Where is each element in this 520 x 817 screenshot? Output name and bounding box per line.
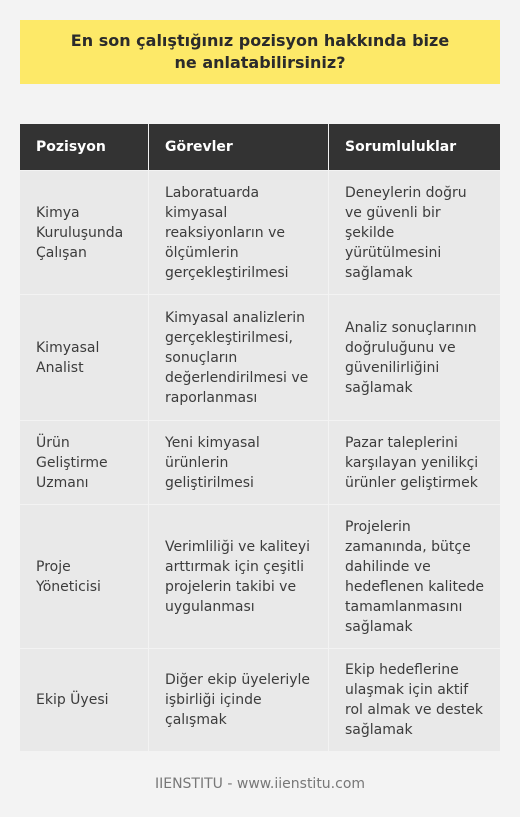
cell-responsibilities: Projelerin zamanında, bütçe dahilinde ve hedeflenen kalitede tamamlanmasını sağlamak	[328, 504, 500, 648]
cell-duties: Laboratuarda kimyasal reaksiyonların ve ölçümlerin gerçekleştirilmesi	[148, 170, 328, 294]
table-row	[20, 170, 500, 294]
page-title: En son çalıştığınız pozisyon hakkında bize ne anlatabilirsiniz?	[70, 31, 450, 72]
cell-position: Ekip Üyesi	[20, 648, 148, 751]
table-row	[20, 504, 500, 648]
table-row	[20, 294, 500, 420]
cell-position: Ürün Geliştirme Uzmanı	[20, 420, 148, 504]
cell-position: Proje Yöneticisi	[20, 504, 148, 648]
column-header-position: Pozisyon	[20, 124, 148, 170]
cell-position: Kimya Kuruluşunda Çalışan	[20, 170, 148, 294]
column-header-duties: Görevler	[148, 124, 328, 170]
cell-duties: Verimliliği ve kaliteyi arttırmak için çeşitli projelerin takibi ve uygulanması	[148, 504, 328, 648]
cell-responsibilities: Pazar taleplerini karşılayan yenilikçi ürünler geliştirmek	[328, 420, 500, 504]
cell-duties: Yeni kimyasal ürünlerin geliştirilmesi	[148, 420, 328, 504]
table-row	[20, 420, 500, 504]
column-header-responsibilities: Sorumluluklar	[328, 124, 500, 170]
cell-responsibilities: Deneylerin doğru ve güvenli bir şekilde yürütülmesini sağlamak	[328, 170, 500, 294]
title-banner	[20, 20, 500, 84]
cell-duties: Diğer ekip üyeleriyle işbirliği içinde çalışmak	[148, 648, 328, 751]
cell-position: Kimyasal Analist	[20, 294, 148, 420]
footer-credit: IIENSTITU - www.iienstitu.com	[154, 776, 366, 792]
cell-duties: Kimyasal analizlerin gerçekleştirilmesi, sonuçların değerlendirilmesi ve raporlanması	[148, 294, 328, 420]
table-row	[20, 648, 500, 751]
table-header-row	[20, 124, 500, 170]
positions-table	[20, 124, 500, 751]
cell-responsibilities: Ekip hedeflerine ulaşmak için aktif rol almak ve destek sağlamak	[328, 648, 500, 751]
cell-responsibilities: Analiz sonuçlarının doğruluğunu ve güvenilirliğini sağlamak	[328, 294, 500, 420]
